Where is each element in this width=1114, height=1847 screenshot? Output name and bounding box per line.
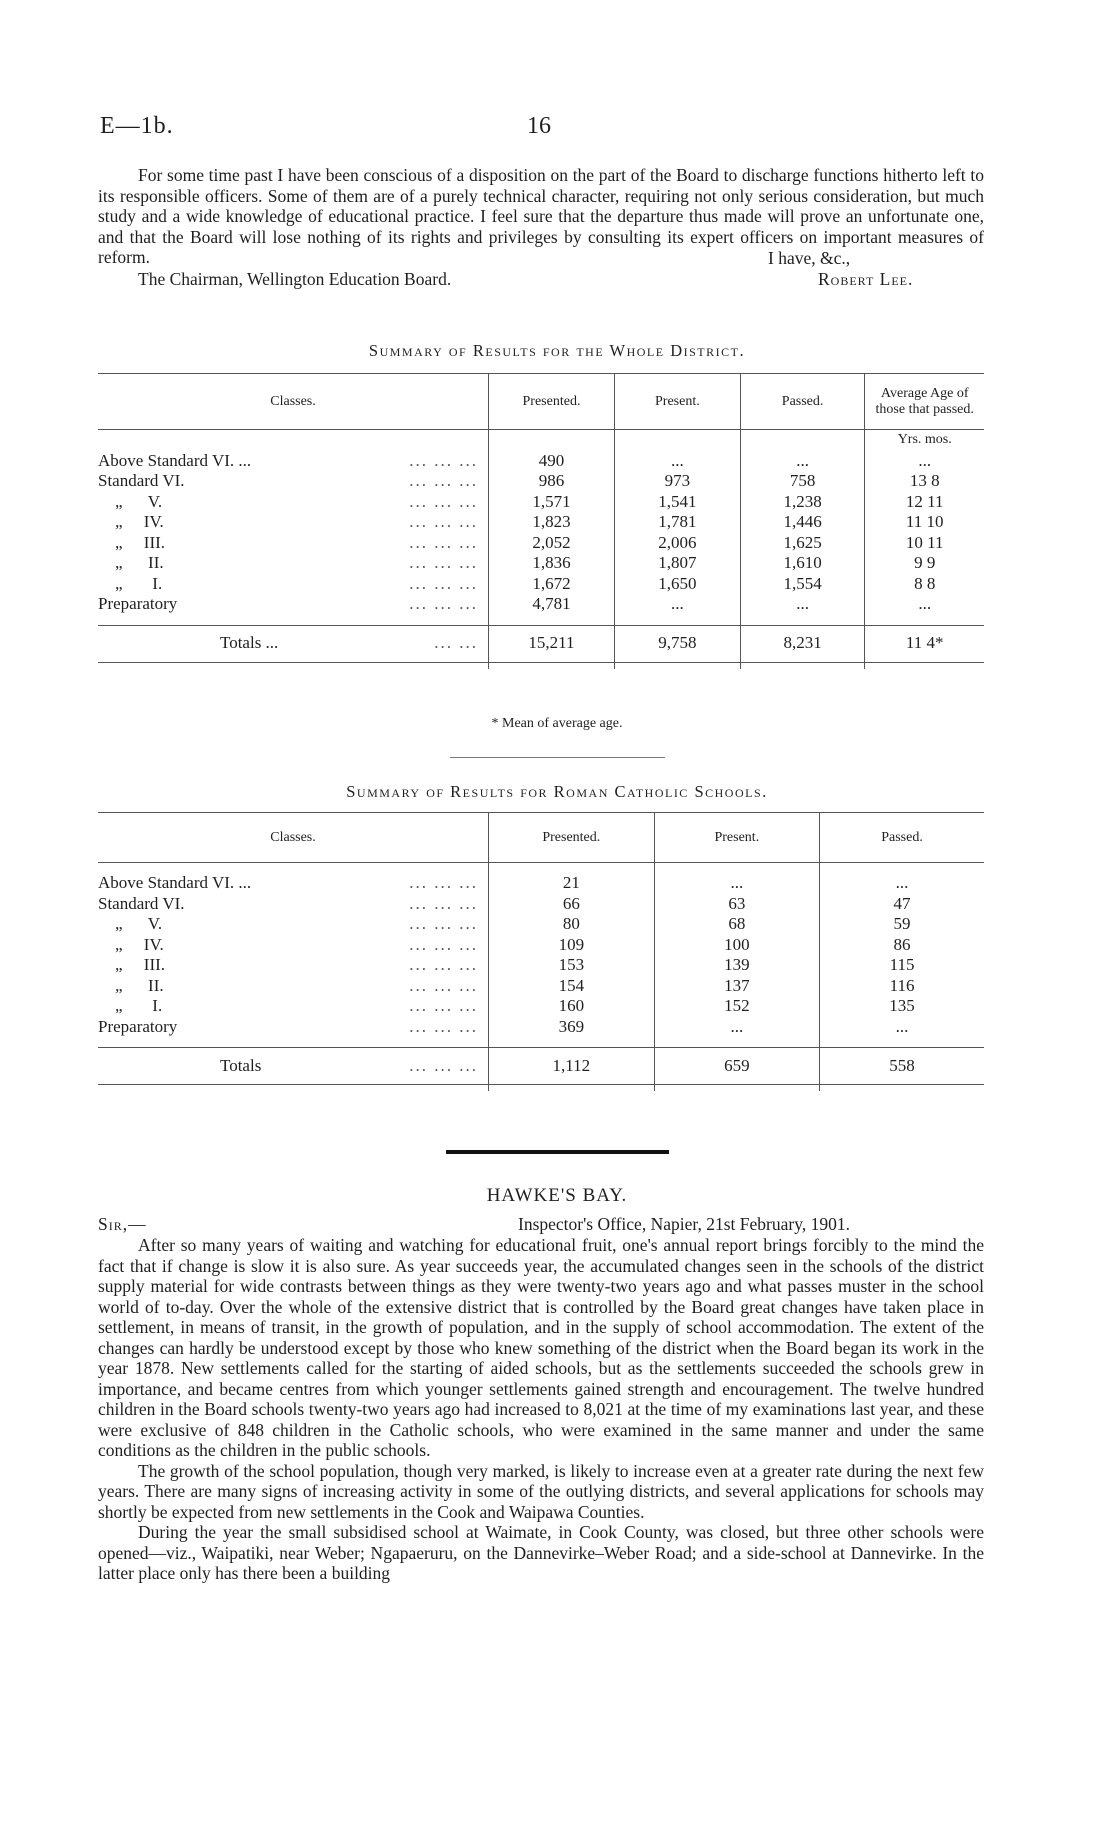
totals-passed-cell: 8,231 <box>740 625 865 662</box>
table1-class-label: „ III. <box>98 532 166 552</box>
table2-class-label: Above Standard VI. ... <box>98 873 252 892</box>
section-divider <box>446 1150 669 1154</box>
class-cell <box>98 492 489 513</box>
passed-cell: 115 <box>820 955 984 976</box>
table2-class-label: „ I. <box>98 996 163 1015</box>
presented-cell: 1,571 <box>489 492 615 513</box>
table1-title: Summary of Results for the Whole District. <box>368 341 746 360</box>
table-row <box>98 594 984 615</box>
table1-footnote: * Mean of average age. <box>491 716 623 731</box>
table2-header-classes: Classes. <box>98 813 489 863</box>
age-cell: 11 10 <box>865 512 984 533</box>
age-cell: 13 8 <box>865 471 984 492</box>
present-cell: 1,650 <box>614 574 740 595</box>
totals-presented-cell: 15,211 <box>489 625 615 662</box>
table2-class-label: „ V. <box>98 914 163 933</box>
presented-cell: 109 <box>489 935 655 956</box>
leader-dots: ... ... ... <box>409 873 478 892</box>
presented-cell: 153 <box>489 955 655 976</box>
present-cell: 100 <box>654 935 819 956</box>
passed-cell: ... <box>820 1017 984 1038</box>
passed-cell: ... <box>740 451 865 472</box>
table-row <box>98 553 984 574</box>
presented-cell: 2,052 <box>489 533 615 554</box>
table1-class-label: Above Standard VI. ... <box>98 450 252 470</box>
presented-cell: 490 <box>489 451 615 472</box>
passed-cell: 1,625 <box>740 533 865 554</box>
passed-cell: 758 <box>740 471 865 492</box>
presented-cell: 369 <box>489 1017 655 1038</box>
passed-cell: 1,610 <box>740 553 865 574</box>
leader-dots: ... ... ... <box>409 1055 478 1075</box>
present-cell: 1,781 <box>614 512 740 533</box>
class-cell <box>98 996 489 1017</box>
presented-cell: 66 <box>489 894 655 915</box>
presented-cell: 160 <box>489 996 655 1017</box>
table2-totals-label: Totals <box>220 1055 262 1075</box>
passed-cell: 86 <box>820 935 984 956</box>
table-row <box>98 894 984 915</box>
passed-cell: 1,446 <box>740 512 865 533</box>
totals-present-cell: 9,758 <box>614 625 740 662</box>
passed-cell: 1,238 <box>740 492 865 513</box>
class-cell <box>98 553 489 574</box>
totals-age-cell: 11 4* <box>865 625 984 662</box>
leader-dots: ... ... ... <box>409 1016 478 1036</box>
body-paragraph-1: After so many years of waiting and watching for educational fruit, one's annual report brings forcibly to the mind the fact that if change is slow it is also sure. As year succeeds year, the accumulated changes seen in the schools of the district supply material for wide contrasts between things as they were twenty-two years ago and what passes muster in the school world of to-day. Over the whole of the extensive district that is controlled by the Board great changes have taken place in settlement, in means of transit, in the growth of population, and in the supply of school accommodation. The extent of the changes can hardly be understood except by those who knew something of the district when the Board began its work in the year 1878. New settlements called for the starting of aided schools, but as the settlements succeeded the schools grew in importance, and became centres from which younger settlements gained strength and encouragement. The twelve hundred children in the Board schools twenty-two years ago had increased to 8,021 at the time of my examinations last year, and these were exclusive of 848 children in the Catholic schools, who were examined in the same manner and under the same conditions as the children in the public schools. <box>98 1235 984 1460</box>
present-cell: 137 <box>654 976 819 997</box>
present-cell: 139 <box>654 955 819 976</box>
present-cell: 152 <box>654 996 819 1017</box>
class-cell <box>98 873 489 894</box>
class-cell <box>98 574 489 595</box>
table2-header-presented: Presented. <box>489 813 655 863</box>
table2-class-label: „ III. <box>98 955 166 974</box>
class-cell <box>98 471 489 492</box>
intro-paragraph <box>98 165 984 268</box>
present-cell: ... <box>654 873 819 894</box>
leader-dots: ... ... ... <box>409 996 478 1015</box>
closing-text: I have, &c., <box>768 248 851 268</box>
present-cell: 2,006 <box>614 533 740 554</box>
passed-cell: ... <box>740 594 865 615</box>
class-cell <box>98 512 489 533</box>
class-cell <box>98 533 489 554</box>
class-cell <box>98 625 489 662</box>
page-reference: E—1b. <box>100 113 174 139</box>
leader-dots: ... ... ... <box>409 934 478 954</box>
leader-dots: ... ... ... <box>409 512 478 531</box>
class-cell <box>98 1017 489 1038</box>
passed-cell: ... <box>820 873 984 894</box>
present-cell: 1,541 <box>614 492 740 513</box>
presented-cell: 154 <box>489 976 655 997</box>
table-row <box>98 451 984 472</box>
table-row <box>98 533 984 554</box>
class-cell <box>98 914 489 935</box>
leader-dots: ... ... ... <box>409 471 478 490</box>
passed-cell: 47 <box>820 894 984 915</box>
class-cell <box>98 594 489 615</box>
table1-units: Yrs. mos. <box>865 430 984 451</box>
table1-class-label: „ II. <box>98 553 164 572</box>
table1-header-present: Present. <box>614 374 740 430</box>
table2-class-label: Standard VI. <box>98 893 185 913</box>
age-cell: 12 11 <box>865 492 984 513</box>
leader-dots: ... ... ... <box>409 955 478 974</box>
present-cell: 63 <box>654 894 819 915</box>
section-heading: HAWKE'S BAY. <box>486 1185 628 1206</box>
class-cell <box>98 894 489 915</box>
separator-rule <box>450 757 665 758</box>
table2-title: Summary of Results for Roman Catholic Schools. <box>346 782 768 801</box>
salutation: Sir,— <box>98 1214 147 1234</box>
leader-dots: ... ... ... <box>409 532 478 552</box>
totals-row <box>98 625 984 662</box>
table-row <box>98 873 984 894</box>
age-cell: 9 9 <box>865 553 984 574</box>
table2-class-label: „ IV. <box>98 934 164 954</box>
leader-dots: ... ... ... <box>409 975 478 995</box>
class-cell <box>98 935 489 956</box>
table1-class-label: „ V. <box>98 491 163 511</box>
body-paragraph-3: During the year the small subsidised school at Waimate, in Cook County, was closed, but three other schools were opened—viz., Waipatiki, near Weber; Ngapaeruru, on the Dannevirke–Weber Road; and a side-school at Dannevirke. In the latter place only has there been a building <box>98 1522 984 1583</box>
table2-class-label: „ II. <box>98 975 164 995</box>
table2-header-passed: Passed. <box>820 813 984 863</box>
presented-cell: 1,836 <box>489 553 615 574</box>
signature-text: Robert Lee. <box>818 268 914 289</box>
table-row <box>98 914 984 935</box>
table1-class-label: Standard VI. <box>98 471 185 490</box>
leader-dots: ... ... <box>434 633 478 653</box>
page-number: 16 <box>527 113 551 139</box>
table1-class-label: Preparatory <box>98 594 178 613</box>
class-cell <box>98 955 489 976</box>
totals-present-cell: 659 <box>654 1048 819 1085</box>
age-cell: 8 8 <box>865 574 984 595</box>
table2-class-label: Preparatory <box>98 1016 178 1036</box>
leader-dots: ... ... ... <box>409 491 478 511</box>
presented-cell: 80 <box>489 914 655 935</box>
table-row <box>98 574 984 595</box>
present-cell: 68 <box>654 914 819 935</box>
table-row <box>98 955 984 976</box>
leader-dots: ... ... ... <box>409 553 478 572</box>
dateline: Inspector's Office, Napier, 21st February, 1901. <box>518 1214 850 1234</box>
passed-cell: 116 <box>820 976 984 997</box>
presented-cell: 1,672 <box>489 574 615 595</box>
table2 <box>98 812 984 1091</box>
presented-cell: 986 <box>489 471 615 492</box>
table1 <box>98 373 984 669</box>
passed-cell: 1,554 <box>740 574 865 595</box>
addressee-text: The Chairman, Wellington Education Board. <box>138 268 452 289</box>
table1-header-presented: Presented. <box>489 374 615 430</box>
table-row <box>98 1017 984 1038</box>
passed-cell: 135 <box>820 996 984 1017</box>
body-paragraph-2: The growth of the school population, though very marked, is likely to increase even at a greater rate during the next few years. There are many signs of increasing activity in some of the outlying districts, and several applications for schools may shortly be expected from new settlements in the Cook and Waipawa Counties. <box>98 1460 984 1522</box>
leader-dots: ... ... ... <box>409 893 478 913</box>
intro-text: For some time past I have been conscious of a disposition on the part of the Board to discharge functions hitherto left to its responsible officers. Some of them are of a purely technical character, requiring not only serious consideration, but much study and a wide knowledge of educational practice. I feel sure that the departure thus made will prove an unfortunate one, and that the Board will lose nothing of its rights and privileges by consulting its expert officers on important measures of reform. <box>98 165 984 267</box>
table-row <box>98 471 984 492</box>
class-cell <box>98 451 489 472</box>
age-cell: ... <box>865 594 984 615</box>
present-cell: 973 <box>614 471 740 492</box>
table2-header-present: Present. <box>654 813 819 863</box>
table-row <box>98 492 984 513</box>
present-cell: ... <box>614 451 740 472</box>
passed-cell: 59 <box>820 914 984 935</box>
table1-header-passed: Passed. <box>740 374 865 430</box>
leader-dots: ... ... ... <box>409 914 478 933</box>
totals-passed-cell: 558 <box>820 1048 984 1085</box>
table-row <box>98 976 984 997</box>
signoff-block <box>98 248 984 309</box>
table1-header-classes: Classes. <box>98 374 489 430</box>
leader-dots: ... ... ... <box>409 450 478 470</box>
presented-cell: 4,781 <box>489 594 615 615</box>
table1-class-label: „ I. <box>98 573 163 593</box>
table-row <box>98 935 984 956</box>
present-cell: 1,807 <box>614 553 740 574</box>
leader-dots: ... ... ... <box>409 573 478 593</box>
table1-class-label: „ IV. <box>98 512 164 531</box>
leader-dots: ... ... ... <box>409 594 478 613</box>
totals-row <box>98 1048 984 1085</box>
table-row <box>98 996 984 1017</box>
age-cell: 10 11 <box>865 533 984 554</box>
table-row <box>98 512 984 533</box>
presented-cell: 21 <box>489 873 655 894</box>
salutation-line <box>98 1214 984 1235</box>
hawkes-bay-body <box>98 1235 984 1584</box>
presented-cell: 1,823 <box>489 512 615 533</box>
present-cell: ... <box>654 1017 819 1038</box>
age-cell: ... <box>865 451 984 472</box>
totals-presented-cell: 1,112 <box>489 1048 655 1085</box>
class-cell <box>98 1048 489 1085</box>
present-cell: ... <box>614 594 740 615</box>
class-cell <box>98 976 489 997</box>
table1-header-age: Average Age of those that passed. <box>865 374 984 430</box>
table1-totals-label: Totals ... <box>220 633 279 653</box>
